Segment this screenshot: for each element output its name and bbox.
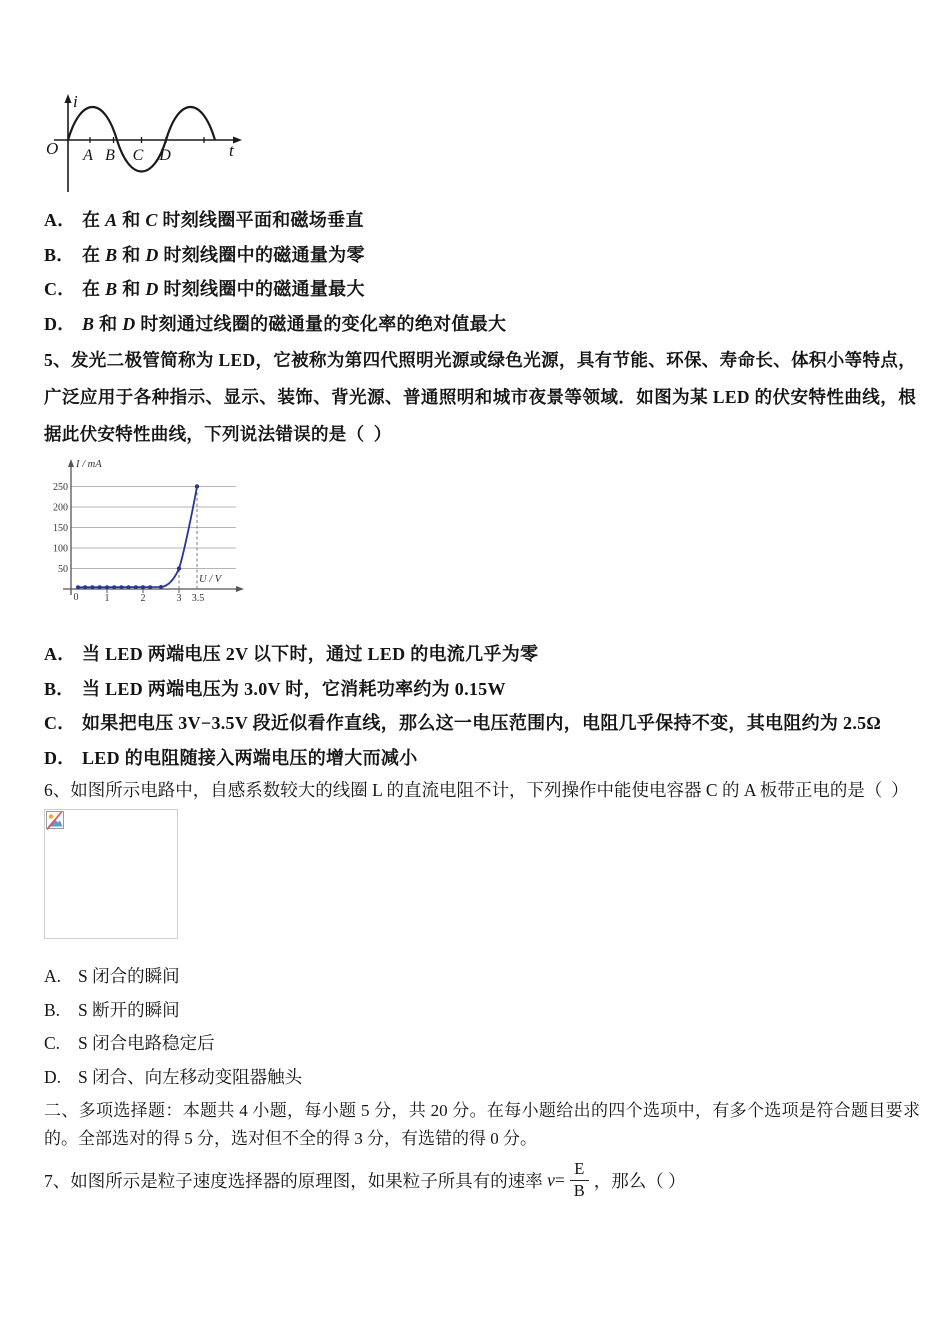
gridlines: [71, 487, 236, 569]
data-points: [76, 484, 199, 589]
option-d-text: S 闭合、向左移动变阻器触头: [78, 1066, 303, 1087]
svg-text:100: 100: [53, 543, 68, 555]
sine-wave-figure: [40, 92, 250, 197]
svg-text:3: 3: [176, 593, 182, 604]
option-d: [44, 741, 881, 776]
option-a: [44, 637, 881, 672]
option-b: [44, 238, 506, 273]
option-c-label: C.: [44, 1033, 61, 1053]
option-c-text: 在 B 和 D 时刻线圈中的磁通量最大: [82, 279, 365, 299]
y-tick-labels: [53, 482, 68, 575]
option-a-label: A.: [44, 966, 62, 986]
question6-options: [44, 960, 302, 1094]
broken-image-icon: [46, 811, 66, 831]
x-axis-arrow-icon: [236, 586, 244, 592]
option-d-text: LED 的电阻随接入两端电压的增大而减小: [82, 747, 418, 768]
option-b-label: B．: [44, 678, 75, 699]
option-a-label: A．: [44, 210, 76, 230]
point-label-B: B: [105, 147, 115, 164]
velocity-variable: v: [547, 1169, 555, 1190]
x-axis-title: U / V: [199, 574, 222, 585]
question6-text: 6、如图所示电路中，自感系数较大的线圈 L 的直流电阻不计，下列操作中能使电容器 C 的 A 板带正电的是（ ）: [44, 780, 909, 800]
option-a-text: 在 A 和 C 时刻线圈平面和磁场垂直: [82, 210, 364, 230]
svg-text:250: 250: [53, 482, 68, 493]
svg-text:50: 50: [58, 564, 68, 575]
option-c-label: C．: [44, 279, 76, 299]
y-axis-arrow-icon: [68, 459, 74, 467]
option-b-label: B.: [44, 999, 61, 1020]
svg-text:3.5: 3.5: [191, 593, 205, 604]
option-c-text: S 闭合电路稳定后: [78, 1033, 215, 1053]
svg-text:0: 0: [73, 592, 79, 603]
point-label-D: D: [159, 147, 171, 164]
point-label-C: C: [132, 147, 144, 164]
option-b-text: 当 LED 两端电压为 3.0V 时，它消耗功率约为 0.15W: [82, 678, 506, 699]
question7-suffix: ，那么（ ）: [593, 1170, 686, 1191]
t-axis-label: t: [229, 141, 234, 160]
option-b-label: B．: [44, 244, 75, 265]
y-axis-title: I / mA: [76, 459, 102, 470]
circuit-image-placeholder: [44, 809, 178, 939]
option-d-label: D．: [44, 313, 76, 334]
equals-sign: =: [554, 1169, 565, 1190]
option-c: [44, 706, 881, 741]
option-d: [44, 307, 506, 342]
led-iv-curve-chart: [46, 452, 286, 604]
option-b: [44, 994, 302, 1028]
option-c-label: C．: [44, 713, 76, 733]
option-a-text: S 闭合的瞬间: [78, 966, 180, 986]
fraction-denominator: B: [570, 1180, 589, 1202]
question5-options: [44, 637, 881, 775]
option-a: [44, 960, 302, 994]
option-b: [44, 672, 881, 707]
svg-text:1: 1: [104, 593, 110, 604]
question7-text: [44, 1149, 686, 1211]
option-c-text: 如果把电压 3V−3.5V 段近似看作直线，那么这一电压范围内，电阻几乎保持不变，其电阻约为 2.5Ω: [82, 713, 882, 733]
t-axis-arrow-icon: [233, 137, 242, 144]
option-d-label: D.: [44, 1066, 62, 1087]
i-axis-label: i: [73, 92, 78, 111]
option-b-text: S 断开的瞬间: [78, 999, 180, 1020]
option-a-label: A．: [44, 644, 76, 664]
option-d: [44, 1061, 302, 1095]
section2-header: 二、多项选择题：本题共 4 小题，每小题 5 分，共 20 分。在每小题给出的四个选项中，有多个选项是符合题目要求的。全部选对的得 5 分，选对但不全的得 3 分，有选错的得 0 分。: [44, 1101, 920, 1148]
svg-text:200: 200: [53, 502, 68, 514]
option-a: [44, 203, 506, 238]
origin-label: O: [46, 139, 59, 158]
y-axis-arrow-icon: [65, 94, 72, 103]
option-b-text: 在 B 和 D 时刻线圈中的磁通量为零: [82, 244, 365, 265]
option-c: [44, 272, 506, 307]
question7-prefix: 7、如图所示是粒子速度选择器的原理图，如果粒子所具有的速率: [44, 1170, 548, 1191]
e-over-b-fraction: [570, 1159, 589, 1201]
point-label-A: A: [83, 147, 93, 164]
option-a-text: 当 LED 两端电压 2V 以下时，通过 LED 的电流几乎为零: [82, 644, 539, 664]
svg-text:150: 150: [53, 523, 68, 534]
question5-text: 5、发光二极管简称为 LED，它被称为第四代照明光源或绿色光源，具有节能、环保、寿命长、体积小等特点，广泛应用于各种指示、显示、装饰、背光源、普通照明和城市夜景等领域．如图为某 LED 的伏安特性曲线，根据此伏安特性曲线，下列说法错误的是（ ）: [44, 350, 916, 444]
option-d-text: B 和 D 时刻通过线圈的磁通量的变化率的绝对值最大: [82, 313, 507, 334]
question4-options: [44, 203, 506, 341]
option-d-label: D．: [44, 747, 76, 768]
fraction-numerator: E: [574, 1158, 585, 1178]
option-c: [44, 1027, 302, 1061]
svg-text:2: 2: [140, 593, 146, 604]
x-tick-labels: [74, 592, 205, 604]
